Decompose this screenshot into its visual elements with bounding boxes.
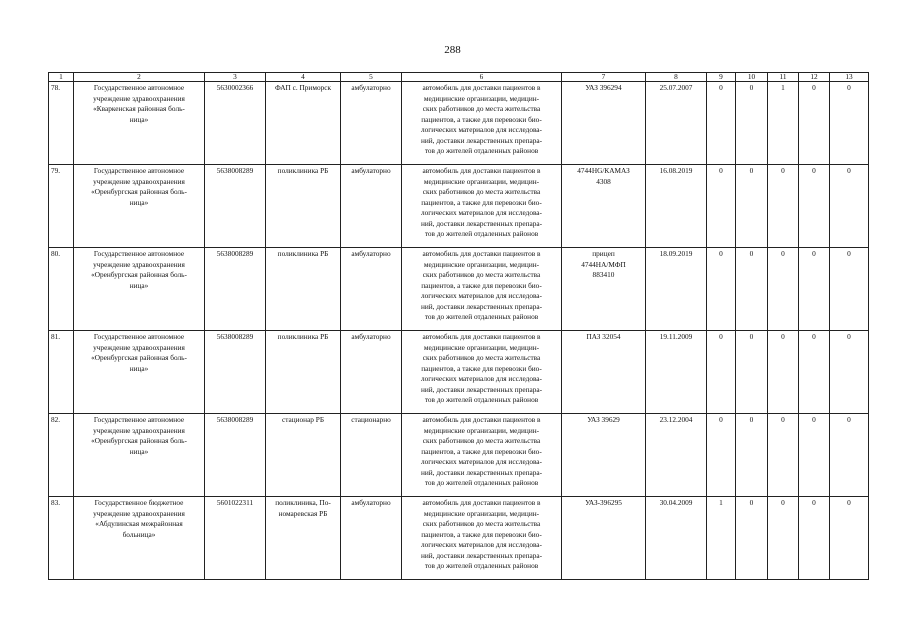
organization-name: Государственное бюджетное учреждение здравоохранения «Абдулинская межрайонная больница» bbox=[74, 497, 205, 580]
col-9-value: 0 bbox=[707, 248, 736, 331]
col-13-value: 0 bbox=[830, 248, 869, 331]
col-11-value: 0 bbox=[768, 331, 799, 414]
col-12-value: 0 bbox=[799, 165, 830, 248]
table-row bbox=[49, 248, 869, 331]
organization-name: Государственное автономное учреждение здравоохранения «Оренбургская районная боль- ница» bbox=[74, 248, 205, 331]
column-number: 7 bbox=[562, 73, 646, 82]
row-number: 79. bbox=[49, 165, 74, 248]
table-row bbox=[49, 414, 869, 497]
table-row bbox=[49, 497, 869, 580]
inn: 5630002366 bbox=[205, 82, 266, 165]
col-11-value: 1 bbox=[768, 82, 799, 165]
column-number: 6 bbox=[402, 73, 562, 82]
vehicle-model: УАЗ 396294 bbox=[562, 82, 646, 165]
row-number: 78. bbox=[49, 82, 74, 165]
col-12-value: 0 bbox=[799, 414, 830, 497]
col-13-value: 0 bbox=[830, 331, 869, 414]
col-10-value: 0 bbox=[736, 82, 768, 165]
column-number: 3 bbox=[205, 73, 266, 82]
vehicle-purpose: автомобиль для доставки пациентов в медицинские организации, медицин- ских работников до места жительства пациентов, а также для перевозки био- логических материалов для исследова- ний, доставки лекарственных препара- тов до жителей отдаленных районов bbox=[402, 497, 562, 580]
organization-name: Государственное автономное учреждение здравоохранения «Оренбургская районная боль- ница» bbox=[74, 414, 205, 497]
col-13-value: 0 bbox=[830, 497, 869, 580]
col-9-value: 0 bbox=[707, 414, 736, 497]
organization-name: Государственное автономное учреждение здравоохранения «Оренбургская районная боль- ница» bbox=[74, 165, 205, 248]
registration-date: 30.04.2009 bbox=[646, 497, 707, 580]
care-conditions: амбулаторно bbox=[341, 497, 402, 580]
registration-date: 16.08.2019 bbox=[646, 165, 707, 248]
col-9-value: 0 bbox=[707, 165, 736, 248]
col-11-value: 0 bbox=[768, 165, 799, 248]
registration-date: 18.09.2019 bbox=[646, 248, 707, 331]
care-conditions: амбулаторно bbox=[341, 82, 402, 165]
column-number-row bbox=[49, 73, 869, 82]
vehicle-purpose: автомобиль для доставки пациентов в медицинские организации, медицин- ских работников до места жительства пациентов, а также для перевозки био- логических материалов для исследова- ний, доставки лекарственных препара- тов до жителей отдаленных районов bbox=[402, 165, 562, 248]
col-9-value: 0 bbox=[707, 82, 736, 165]
organization-name: Государственное автономное учреждение здравоохранения «Кваркенская районная боль- ница» bbox=[74, 82, 205, 165]
subdivision: поликлиника РБ bbox=[266, 248, 341, 331]
col-13-value: 0 bbox=[830, 82, 869, 165]
col-12-value: 0 bbox=[799, 82, 830, 165]
col-10-value: 0 bbox=[736, 414, 768, 497]
vehicle-register-table bbox=[48, 72, 869, 580]
vehicle-purpose: автомобиль для доставки пациентов в медицинские организации, медицин- ских работников до места жительства пациентов, а также для перевозки био- логических материалов для исследова- ний, доставки лекарственных препара- тов до жителей отдаленных районов bbox=[402, 414, 562, 497]
inn: 5601022311 bbox=[205, 497, 266, 580]
inn: 5638008289 bbox=[205, 331, 266, 414]
care-conditions: амбулаторно bbox=[341, 331, 402, 414]
vehicle-model: прицеп 4744НА/МФП 883410 bbox=[562, 248, 646, 331]
table-row bbox=[49, 165, 869, 248]
subdivision: поликлиника, По- номаревская РБ bbox=[266, 497, 341, 580]
row-number: 80. bbox=[49, 248, 74, 331]
vehicle-model: УАЗ 39629 bbox=[562, 414, 646, 497]
vehicle-model: ПАЗ 32054 bbox=[562, 331, 646, 414]
inn: 5638008289 bbox=[205, 414, 266, 497]
subdivision: поликлиника РБ bbox=[266, 331, 341, 414]
vehicle-model: 4744НG/КАМАЗ 4308 bbox=[562, 165, 646, 248]
col-10-value: 0 bbox=[736, 331, 768, 414]
registration-date: 19.11.2009 bbox=[646, 331, 707, 414]
column-number: 8 bbox=[646, 73, 707, 82]
table-row bbox=[49, 82, 869, 165]
subdivision: поликлиника РБ bbox=[266, 165, 341, 248]
col-10-value: 0 bbox=[736, 497, 768, 580]
row-number: 83. bbox=[49, 497, 74, 580]
col-11-value: 0 bbox=[768, 414, 799, 497]
vehicle-purpose: автомобиль для доставки пациентов в медицинские организации, медицин- ских работников до места жительства пациентов, а также для перевозки био- логических материалов для исследова- ний, доставки лекарственных препара- тов до жителей отдаленных районов bbox=[402, 82, 562, 165]
organization-name: Государственное автономное учреждение здравоохранения «Оренбургская районная боль- ница» bbox=[74, 331, 205, 414]
vehicle-purpose: автомобиль для доставки пациентов в медицинские организации, медицин- ских работников до места жительства пациентов, а также для перевозки био- логических материалов для исследова- ний, доставки лекарственных препара- тов до жителей отдаленных районов bbox=[402, 248, 562, 331]
vehicle-model: УАЗ-396295 bbox=[562, 497, 646, 580]
page-number: 288 bbox=[444, 44, 461, 56]
col-11-value: 0 bbox=[768, 248, 799, 331]
subdivision: ФАП с. Приморск bbox=[266, 82, 341, 165]
column-number: 5 bbox=[341, 73, 402, 82]
care-conditions: амбулаторно bbox=[341, 248, 402, 331]
col-9-value: 1 bbox=[707, 497, 736, 580]
col-12-value: 0 bbox=[799, 497, 830, 580]
registration-date: 25.07.2007 bbox=[646, 82, 707, 165]
table-row bbox=[49, 331, 869, 414]
column-number: 10 bbox=[736, 73, 768, 82]
col-10-value: 0 bbox=[736, 248, 768, 331]
col-12-value: 0 bbox=[799, 331, 830, 414]
column-number: 2 bbox=[74, 73, 205, 82]
vehicle-purpose: автомобиль для доставки пациентов в медицинские организации, медицин- ских работников до места жительства пациентов, а также для перевозки био- логических материалов для исследова- ний, доставки лекарственных препара- тов до жителей отдаленных районов bbox=[402, 331, 562, 414]
column-number: 13 bbox=[830, 73, 869, 82]
column-number: 11 bbox=[768, 73, 799, 82]
col-10-value: 0 bbox=[736, 165, 768, 248]
col-13-value: 0 bbox=[830, 165, 869, 248]
column-number: 4 bbox=[266, 73, 341, 82]
row-number: 82. bbox=[49, 414, 74, 497]
care-conditions: амбулаторно bbox=[341, 165, 402, 248]
column-number: 9 bbox=[707, 73, 736, 82]
row-number: 81. bbox=[49, 331, 74, 414]
column-number: 1 bbox=[49, 73, 74, 82]
inn: 5638008289 bbox=[205, 248, 266, 331]
registration-date: 23.12.2004 bbox=[646, 414, 707, 497]
inn: 5638008289 bbox=[205, 165, 266, 248]
column-number: 12 bbox=[799, 73, 830, 82]
col-11-value: 0 bbox=[768, 497, 799, 580]
care-conditions: стационарно bbox=[341, 414, 402, 497]
col-9-value: 0 bbox=[707, 331, 736, 414]
col-12-value: 0 bbox=[799, 248, 830, 331]
col-13-value: 0 bbox=[830, 414, 869, 497]
subdivision: стационар РБ bbox=[266, 414, 341, 497]
